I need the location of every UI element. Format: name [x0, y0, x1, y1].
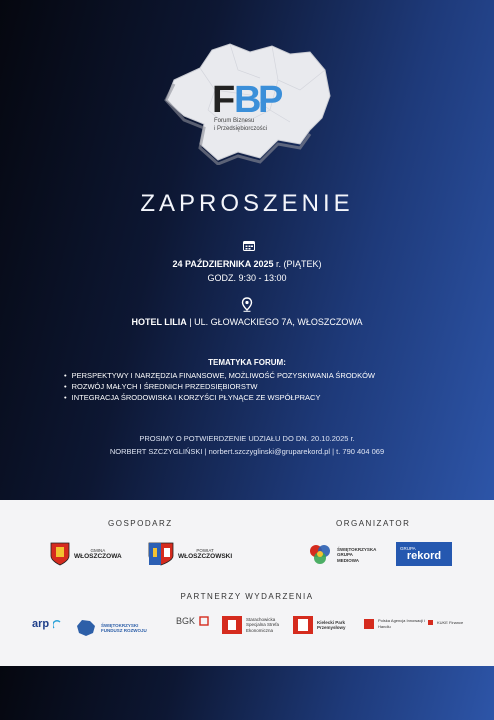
- event-venue: HOTEL LILIA: [131, 317, 187, 327]
- event-date: [0, 259, 494, 269]
- paih-mark-icon: [364, 619, 374, 629]
- event-time: GODZ. 9:30 - 13:00: [207, 273, 287, 283]
- partners-heading: PARTNERZY WYDARZENIA: [180, 592, 314, 601]
- region-map-logo: [160, 40, 335, 165]
- arp-mark-icon: [53, 619, 61, 629]
- partner-logo-bgk: [176, 616, 209, 626]
- partner-logo-bgk-name: BGK: [176, 616, 196, 626]
- partner-logo-paih: [364, 618, 434, 629]
- topic-item: • ROZWÓJ MAŁYCH I ŚREDNICH PRZEDSIĘBIORSTW: [64, 381, 375, 392]
- ssse-mark-icon: [222, 616, 242, 634]
- rsvp-contact: NORBERT SZCZYGLIŃSKI | norbert.szczyglinski@gruparekord.pl | t. 790 404 069: [109, 447, 385, 456]
- partner-logo-kuke: [428, 620, 463, 626]
- partner-logo-arp: [32, 618, 61, 630]
- partner-logo-sfr: [75, 618, 159, 638]
- logo-letter-p: P: [258, 79, 284, 121]
- bgk-mark-icon: [199, 616, 209, 626]
- host-heading: GOSPODARZ: [108, 519, 173, 528]
- partner-logo-ssse: [222, 616, 290, 634]
- logo-letter-b: B: [234, 79, 262, 121]
- logo-subtitle-line2: i Przedsiębiorczości: [214, 126, 268, 132]
- event-date-strong: 24 PAŹDZIERNIKA 2025: [172, 259, 274, 269]
- host-logo-powiat: [148, 542, 232, 566]
- organizer-logo-sgm-name: ŚWIĘTOKRZYSKA GRUPA MEDIOWA: [337, 546, 377, 563]
- partner-logo-sfr-name: ŚWIĘTOKRZYSKI FUNDUSZ ROZWOJU: [101, 622, 147, 633]
- event-date-rest: r. (PIĄTEK): [273, 259, 322, 269]
- partner-logo-kuke-name: KUKE Finance: [437, 620, 464, 625]
- organizer-logo-sgm: [307, 542, 377, 568]
- logo-letter-f: F: [212, 79, 236, 121]
- powiat-crest-icon: [148, 542, 174, 566]
- logo-subtitle-line1: Forum Biznesu: [214, 118, 255, 124]
- host-logo-gmina: [50, 542, 122, 566]
- sgm-logo-icon: [307, 542, 333, 568]
- organizer-logo-rekord-small: GRUPA: [400, 545, 416, 551]
- partner-logo-paih-name: Polska Agencja Innowacji i Handlu: [378, 618, 426, 629]
- topic-item: • PERSPEKTYWY I NARZĘDZIA FINANSOWE, MOŻLIWOŚĆ POZYSKIWANIA ŚRODKÓW: [64, 370, 375, 381]
- footer-band: [0, 666, 494, 720]
- partner-logo-ssse-name: Starachowicka Specjalna Strefa Ekonomiczna: [246, 616, 280, 633]
- event-address: | UL. GŁOWACKIEGO 7A, WŁOSZCZOWA: [186, 317, 363, 327]
- calendar-icon: [243, 240, 255, 251]
- page-title: ZAPROSZENIE: [140, 190, 354, 217]
- kpp-mark-icon: [293, 616, 313, 634]
- topic-item: • INTEGRACJA ŚRODOWISKA I KORZYŚCI PŁYNĄCE ZE WSPÓŁPRACY: [64, 392, 375, 403]
- host-logo-gmina-small: GMINA: [90, 547, 106, 553]
- partner-logo-arp-name: arp: [32, 618, 50, 630]
- sfr-map-icon: [75, 618, 97, 638]
- location-pin-icon: [241, 297, 253, 312]
- partner-logo-kpp: [293, 616, 357, 634]
- kuke-mark-icon: [428, 620, 433, 625]
- topics-list: [64, 370, 375, 403]
- sponsors-band: [0, 500, 494, 666]
- organizer-logo-rekord-name: rekord: [406, 550, 442, 563]
- host-logo-powiat-name: WŁOSZCZOWSKI: [178, 553, 233, 561]
- rsvp-deadline: PROSIMY O POTWIERDZENIE UDZIAŁU DO DN. 20.10.2025 r.: [139, 434, 355, 443]
- partner-logo-kpp-name: Kielecki Park Przemysłowy: [317, 619, 346, 630]
- gmina-crest-icon: [50, 542, 70, 566]
- host-logo-powiat-small: POWIAT: [196, 547, 214, 553]
- organizer-logo-rekord: [396, 542, 452, 566]
- host-logo-gmina-name: WŁOSZCZOWA: [74, 553, 122, 561]
- event-location: [0, 317, 494, 327]
- organizer-heading: ORGANIZATOR: [336, 519, 411, 528]
- logo-subtitle: [214, 117, 267, 133]
- topics-heading: TEMATYKA FORUM:: [208, 358, 286, 367]
